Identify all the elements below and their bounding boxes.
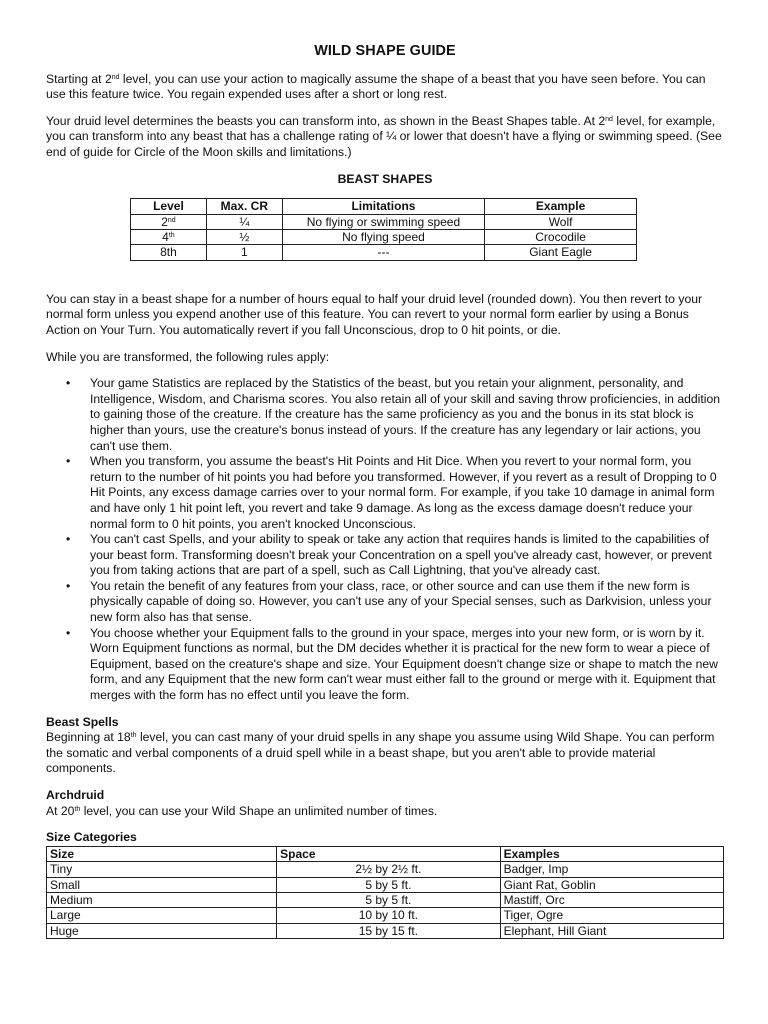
table-cell: No flying speed xyxy=(282,229,484,244)
table-row xyxy=(131,214,637,229)
bullet-icon: • xyxy=(66,578,71,593)
table-cell: ½ xyxy=(206,229,282,244)
table-cell: 15 by 15 ft. xyxy=(277,923,500,938)
table-cell: 10 by 10 ft. xyxy=(277,908,500,923)
list-item: • When you transform, you assume the beast's Hit Points and Hit Dice. When you revert to your normal form, you return to the number of hit points you had before you transformed. However, if you revert as a result of Dropping to 0 Hit Points, any excess damage carries over to your normal form. For example, if you take 10 damage in animal form and have only 1 hit point left, you revert and take 9 damage. As long as the excess damage doesn't reduce your normal form to 0 hit points, you aren't knocked Unconscious. xyxy=(66,454,717,531)
size-categories-heading: Size Categories xyxy=(46,830,137,845)
table-cell: Tiny xyxy=(47,862,277,877)
table-cell: Wolf xyxy=(485,214,637,229)
intro-paragraph-1: Starting at 2nd level, you can use your action to magically assume the shape of a beast that you have seen before. You can use this feature twice. You regain expended uses after a short or long rest. xyxy=(46,71,706,102)
beast-spells-heading: Beast Spells xyxy=(46,714,119,729)
page-title: WILD SHAPE GUIDE xyxy=(314,43,456,59)
table-row xyxy=(47,908,724,923)
table-row xyxy=(47,893,724,908)
list-item: • You choose whether your Equipment falls to the ground in your space, merges into your new form, or is worn by it. Worn Equipment functions as normal, but the DM decides whether it is practical for the new form to wear a piece of Equipment, based on the creature's shape and size. Your Equipment doesn't change size or shape to match the new form, and any Equipment that the new form can't wear must either fall to the ground or merge with it. Equipment that merges with the form has no effect until you leave the form. xyxy=(66,625,718,703)
table-cell: Badger, Imp xyxy=(500,862,723,877)
intro-paragraph-2: Your druid level determines the beasts you can transform into, as shown in the Beast Shapes table. At 2nd level, for example, you can transform into any beast that has a challenge rating of ¼ or lower that doesn't have a flying or swimming speed. (See end of guide for Circle of the Moon skills and limitations.) xyxy=(46,113,722,159)
table-row xyxy=(131,229,637,244)
table-cell: Huge xyxy=(47,923,277,938)
table-cell: 1 xyxy=(206,245,282,260)
table-header-row xyxy=(131,199,637,214)
beast-shapes-table xyxy=(130,198,637,261)
table-cell: ¼ xyxy=(206,214,282,229)
table-cell: 2nd xyxy=(131,214,207,229)
archdruid-heading: Archdruid xyxy=(46,788,105,802)
bullet-icon: • xyxy=(66,454,71,469)
table-cell: 5 by 5 ft. xyxy=(277,877,500,892)
beast-shapes-title: BEAST SHAPES xyxy=(337,171,433,186)
table-cell: 2½ by 2½ ft. xyxy=(277,862,500,877)
rules-intro: While you are transformed, the following rules apply: xyxy=(46,349,330,364)
table-header-row xyxy=(47,846,724,861)
list-item: • Your game Statistics are replaced by the Statistics of the beast, but you retain your alignment, personality, and Intelligence, Wisdom, and Charisma scores. You also retain all of your skill and saving throw proficiencies, in addition to gaining those of the creature. If the creature has the same proficiency as you and the bonus in its stat block is higher than yours, use the creature's bonus instead of yours. If the creature has any legendary or lair actions, you can't use them. xyxy=(66,376,721,453)
table-header: Max. CR xyxy=(206,199,282,214)
table-cell: 8th xyxy=(131,245,207,260)
archdruid-paragraph: At 20th level, you can use your Wild Shape an unlimited number of times. xyxy=(46,803,438,818)
rules-list xyxy=(46,376,724,703)
table-header: Level xyxy=(131,199,207,214)
table-row xyxy=(131,245,637,260)
table-header: Size xyxy=(47,846,277,861)
table-row xyxy=(47,923,724,938)
table-cell: Tiger, Ogre xyxy=(500,908,723,923)
table-cell: Large xyxy=(47,908,277,923)
table-header: Example xyxy=(485,199,637,214)
document-page xyxy=(46,44,724,939)
duration-paragraph: You can stay in a beast shape for a number of hours equal to half your druid level (rounded down). You then revert to your normal form unless you expend another use of this feature. You can revert to your normal form earlier by using a Bonus Action on Your Turn. You automatically revert if you fall Unconscious, drop to 0 hit points, or die. xyxy=(46,291,703,337)
list-item: • You can't cast Spells, and your ability to speak or take any action that requires hands is limited to the capabilities of your beast form. Transforming doesn't break your Concentration on a spell you've already cast, however, or prevent you from taking actions that are part of a spell, such as Call Lightning, that you've already cast. xyxy=(66,532,712,578)
table-cell: Crocodile xyxy=(485,229,637,244)
table-row xyxy=(47,877,724,892)
table-cell: Giant Rat, Goblin xyxy=(500,877,723,892)
list-item: • You retain the benefit of any features from your class, race, or other source and can use them if the new form is physically capable of doing so. However, you can't use any of your Special senses, such as Darkvision, unless your new form also has that sense. xyxy=(66,578,712,625)
table-row xyxy=(47,862,724,877)
table-cell: Elephant, Hill Giant xyxy=(500,923,723,938)
size-categories-table xyxy=(46,846,724,939)
beast-spells-paragraph: Beginning at 18th level, you can cast many of your druid spells in any shape you assume using Wild Shape. You can perform the somatic and verbal components of a druid spell while in a beast shape, but you aren't able to provide material components. xyxy=(46,730,715,776)
bullet-icon: • xyxy=(66,625,71,640)
table-cell: Mastiff, Orc xyxy=(500,893,723,908)
bullet-icon: • xyxy=(66,532,71,547)
table-cell: 4th xyxy=(131,229,207,244)
table-header: Space xyxy=(277,846,500,861)
table-cell: Medium xyxy=(47,893,277,908)
table-header: Examples xyxy=(500,846,723,861)
table-cell: Giant Eagle xyxy=(485,245,637,260)
table-cell: --- xyxy=(282,245,484,260)
table-header: Limitations xyxy=(282,199,484,214)
table-cell: Small xyxy=(47,877,277,892)
bullet-icon: • xyxy=(66,376,71,391)
table-cell: No flying or swimming speed xyxy=(282,214,484,229)
table-cell: 5 by 5 ft. xyxy=(277,893,500,908)
